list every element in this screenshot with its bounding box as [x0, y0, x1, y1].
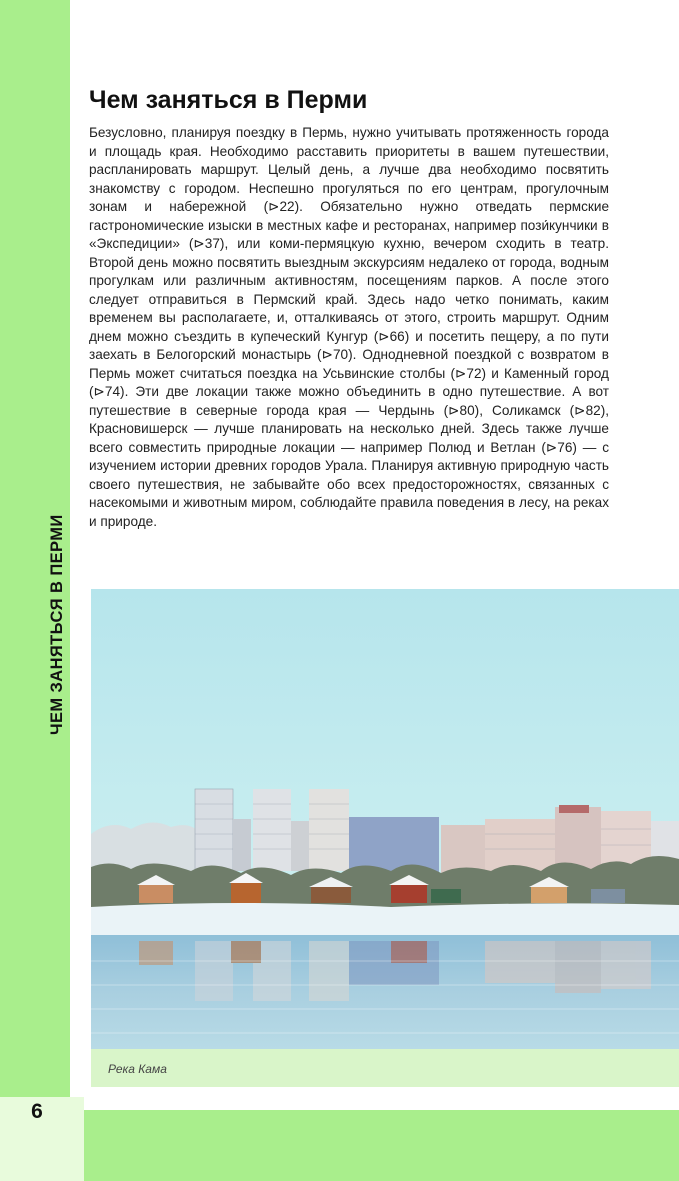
caption-band — [91, 1049, 679, 1087]
kama-river-photo — [91, 589, 679, 1049]
page-number: 6 — [31, 1100, 43, 1123]
footer-bar — [84, 1110, 679, 1181]
article-body: Безусловно, планируя поездку в Пермь, нужно учитывать протяженность города и площадь края. Необходимо расставить приоритеты в вашем путешествии, распланировать маршрут. Целый день, а лучше два необходимо посвятить знакомству с городом. Неспешно прогуляться по его центрам, прогулочным зонам и набережной (⊳22). Обязательно нужно отведать пермские гастрономические изыски в местных кафе и ресторанах, например пози́кунчики в «Экспедиции» (⊳37), или коми-пермяцкую кухню, вечером сходить в театр. Второй день можно посвятить выездным экскурсиям недалеко от города, водным прогулкам или различным активностям, посещениям парков. А после этого следует отправиться в Пермский край. Здесь надо четко понимать, каким временем вы располагаете, и, отталкиваясь от этого, строить маршрут. Одним днем можно съездить в купеческий Кунгур (⊳66) и посетить пещеру, а по пути заехать в Белогорский монастырь (⊳70). Однодневной поездкой с возвратом в Пермь может считаться поездка на Усьвинские столбы (⊳72) и Каменный город (⊳74). Эти две локации также можно объединить в одно путешествие. А вот путешествие в северные города края — Чердынь (⊳80), Соликамск (⊳82), Красновишерск — лучше планировать на несколько дней. Здесь также лучше всего совместить природные локации — например Полюд и Ветлан (⊳76) — с изучением истории древних городов Урала. Планируя активную природную часть своего путешествия, не забывайте обо всех предосторожностях, связанных с насекомыми и животным миром, соблюдайте правила поведения в лесу, на реках и природе. — [89, 125, 609, 529]
page-title: Чем заняться в Перми — [89, 86, 368, 114]
photo-caption: Река Кама — [108, 1062, 167, 1076]
section-side-label: ЧЕМ ЗАНЯТЬСЯ В ПЕРМИ — [48, 514, 66, 735]
